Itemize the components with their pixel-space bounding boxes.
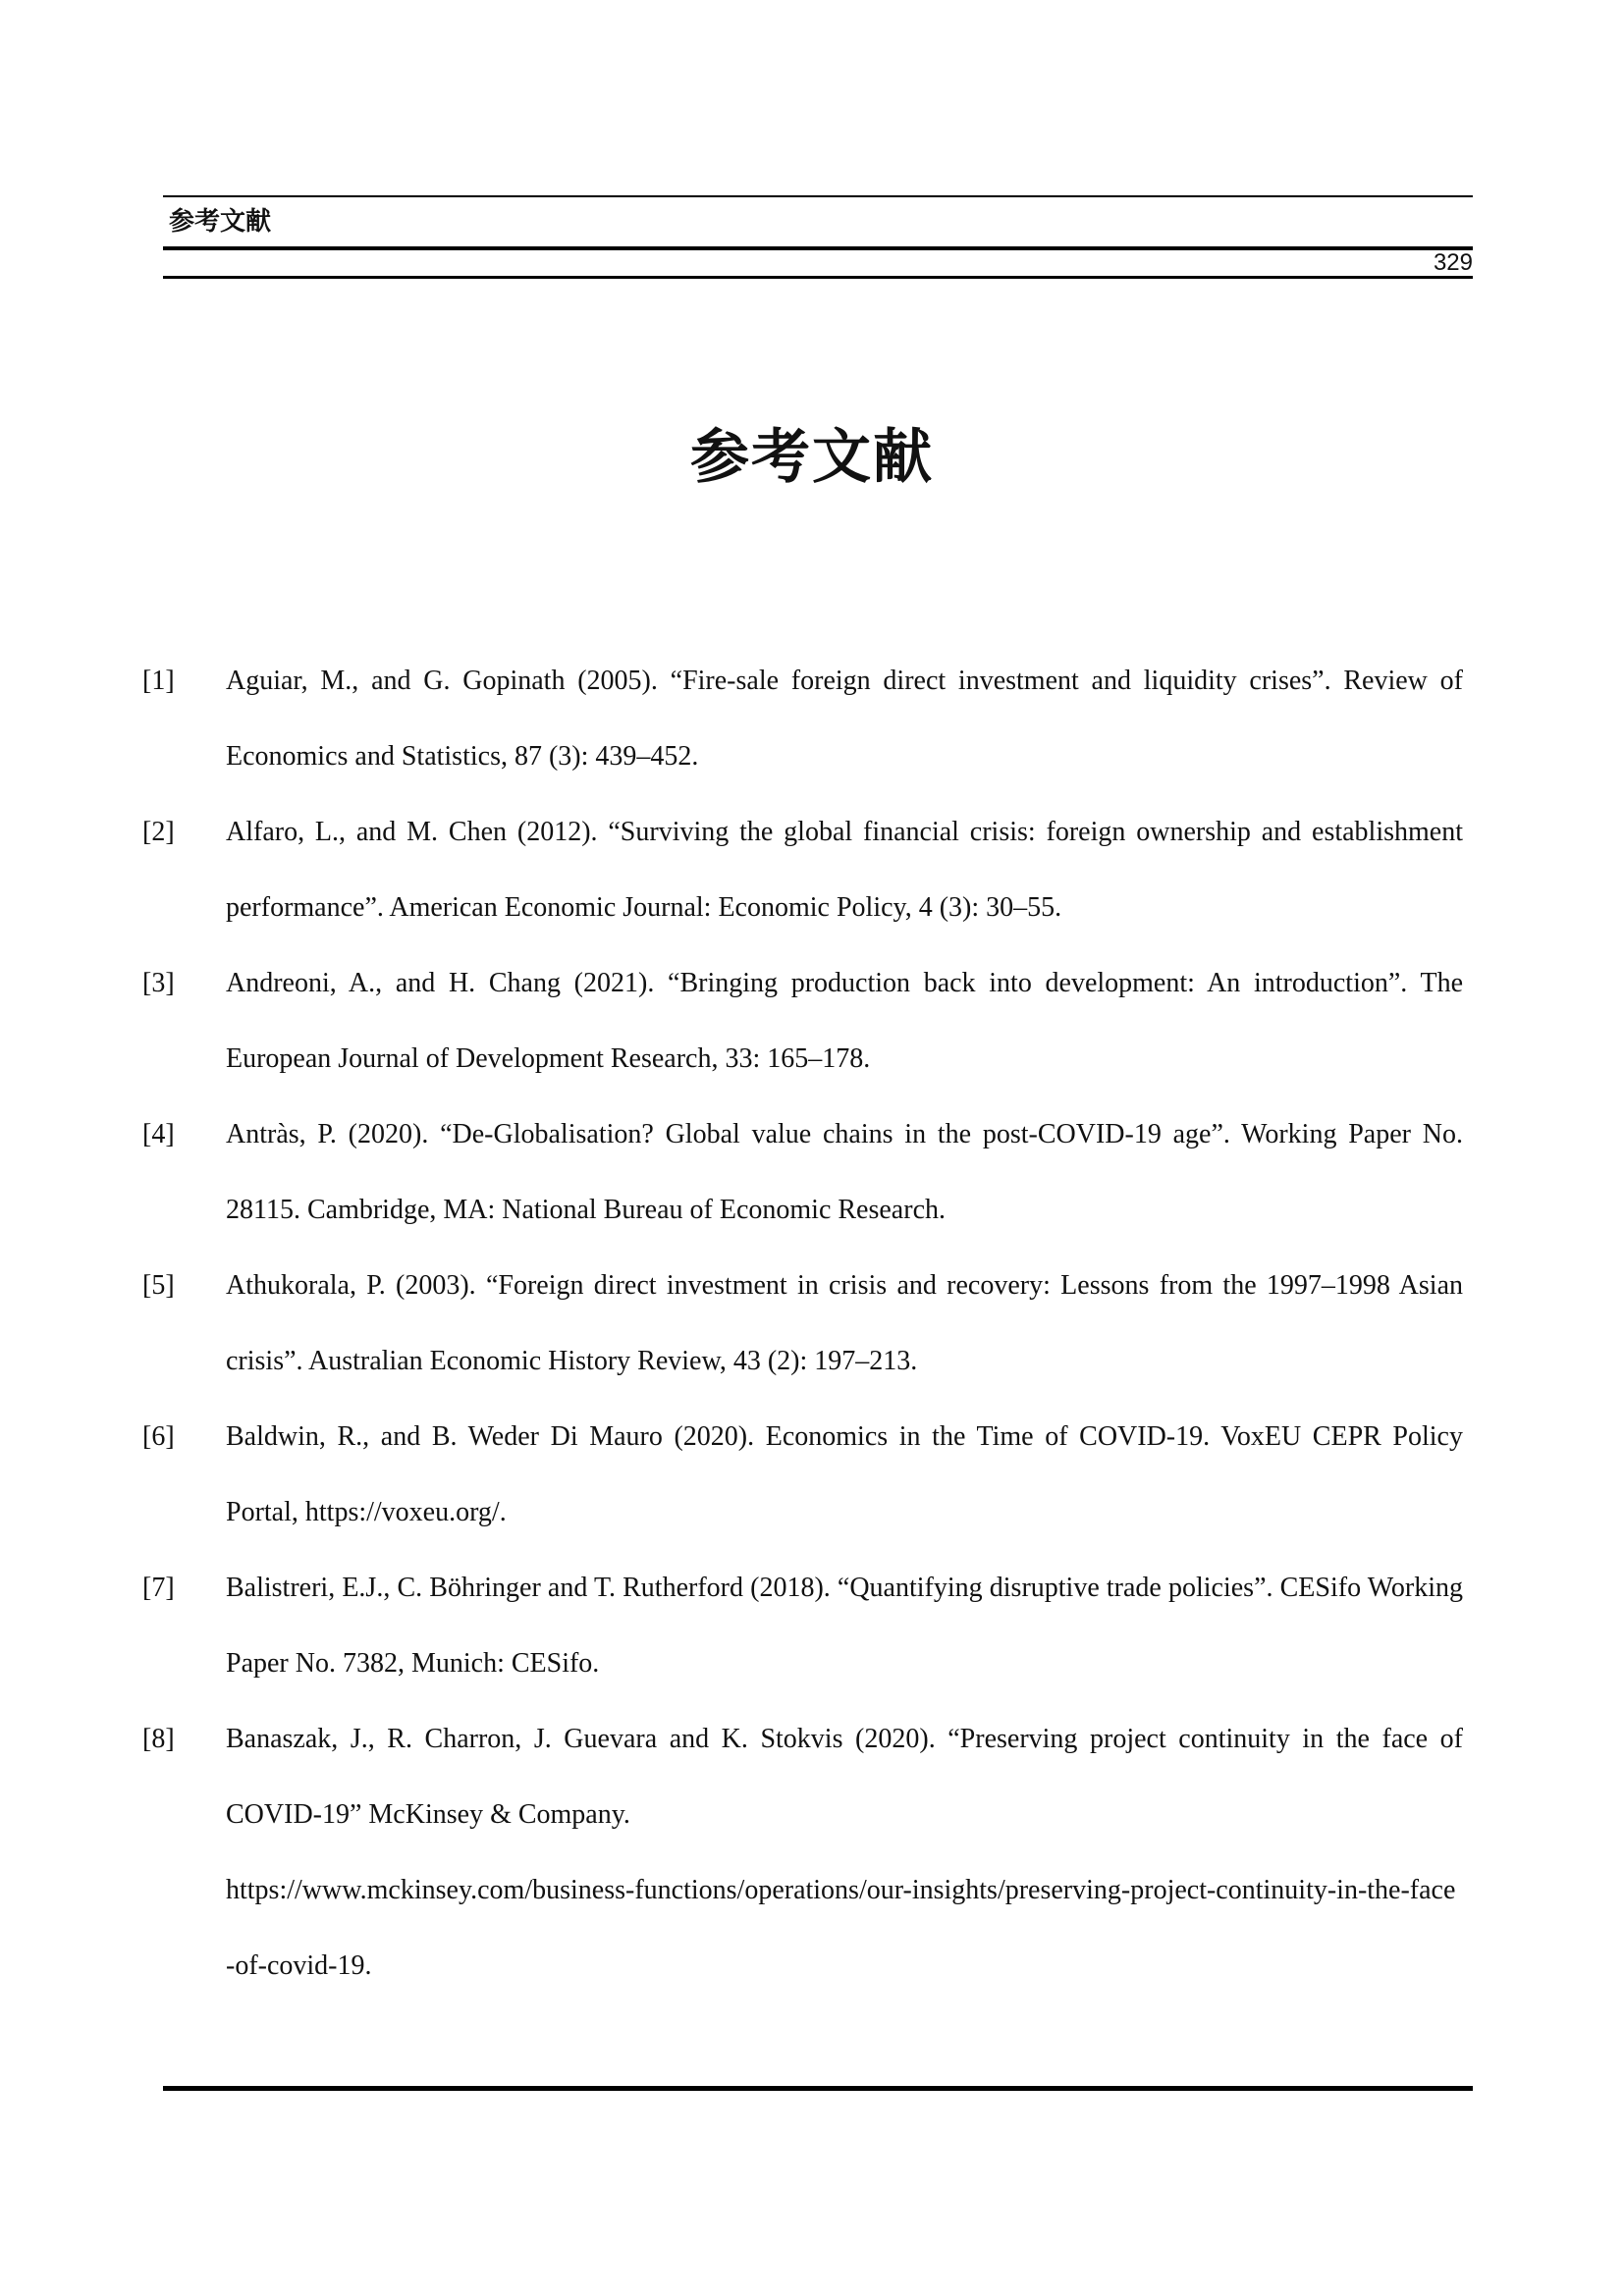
reference-text: Balistreri, E.J., C. Böhringer and T. Rutherford (2018). “Quantifying disruptive trade policies”. CESifo Working Paper No. 7382, Munich: CESifo. (226, 1573, 1463, 1679)
reference-text: Aguiar, M., and G. Gopinath (2005). “Fire-sale foreign direct investment and liquidity crises”. Review of Economics and Statistics, 87 (3): 439–452. (226, 666, 1463, 772)
header-underline-rule (163, 276, 1473, 279)
reference-url: https://www.mckinsey.com/business-functions/operations/our-insights/preserving-project-continuity-in-the-face-of-covid-19. (226, 1875, 1456, 1981)
reference-number: [7] (142, 1573, 175, 1603)
reference-list (142, 643, 1463, 2003)
reference-item (142, 1399, 1463, 1550)
reference-number: [4] (142, 1119, 175, 1149)
reference-text: Alfaro, L., and M. Chen (2012). “Surviving the global financial crisis: foreign ownership and establishment performance”. American Economic Journal: Economic Policy, 4 (3): 30–55. (226, 817, 1463, 923)
reference-number: [3] (142, 968, 175, 998)
running-header: 参考文献 (169, 207, 272, 237)
header-top-rule (163, 195, 1473, 197)
reference-item (142, 1550, 1463, 1701)
reference-number: [6] (142, 1421, 175, 1452)
reference-text: Athukorala, P. (2003). “Foreign direct investment in crisis and recovery: Lessons from the 1997–1998 Asian crisis”. Australian Economic History Review, 43 (2): 197–213. (226, 1270, 1463, 1376)
reference-number: [8] (142, 1724, 175, 1754)
reference-item (142, 1701, 1463, 2003)
reference-text: Andreoni, A., and H. Chang (2021). “Bringing production back into development: An introduction”. The European Journal of Development Research, 33: 165–178. (226, 968, 1463, 1074)
reference-item (142, 1096, 1463, 1248)
page-number: 329 (1433, 249, 1473, 276)
page-title: 参考文献 (690, 423, 934, 492)
header-bottom-rule (163, 246, 1473, 250)
reference-text: Baldwin, R., and B. Weder Di Mauro (2020). Economics in the Time of COVID-19. VoxEU CEPR Policy Portal, https://voxeu.org/. (226, 1421, 1463, 1527)
reference-item (142, 643, 1463, 794)
reference-text: Banaszak, J., R. Charron, J. Guevara and K. Stokvis (2020). “Preserving project continuity in the face of COVID-19” McKinsey & Company. (226, 1724, 1463, 1830)
reference-item (142, 1248, 1463, 1399)
reference-text: Antràs, P. (2020). “De-Globalisation? Global value chains in the post-COVID-19 age”. Working Paper No. 28115. Cambridge, MA: National Bureau of Economic Research. (226, 1119, 1463, 1225)
reference-item (142, 794, 1463, 945)
reference-number: [1] (142, 666, 175, 696)
reference-number: [5] (142, 1270, 175, 1301)
footer-rule (163, 2086, 1473, 2091)
reference-item (142, 945, 1463, 1096)
reference-number: [2] (142, 817, 175, 847)
